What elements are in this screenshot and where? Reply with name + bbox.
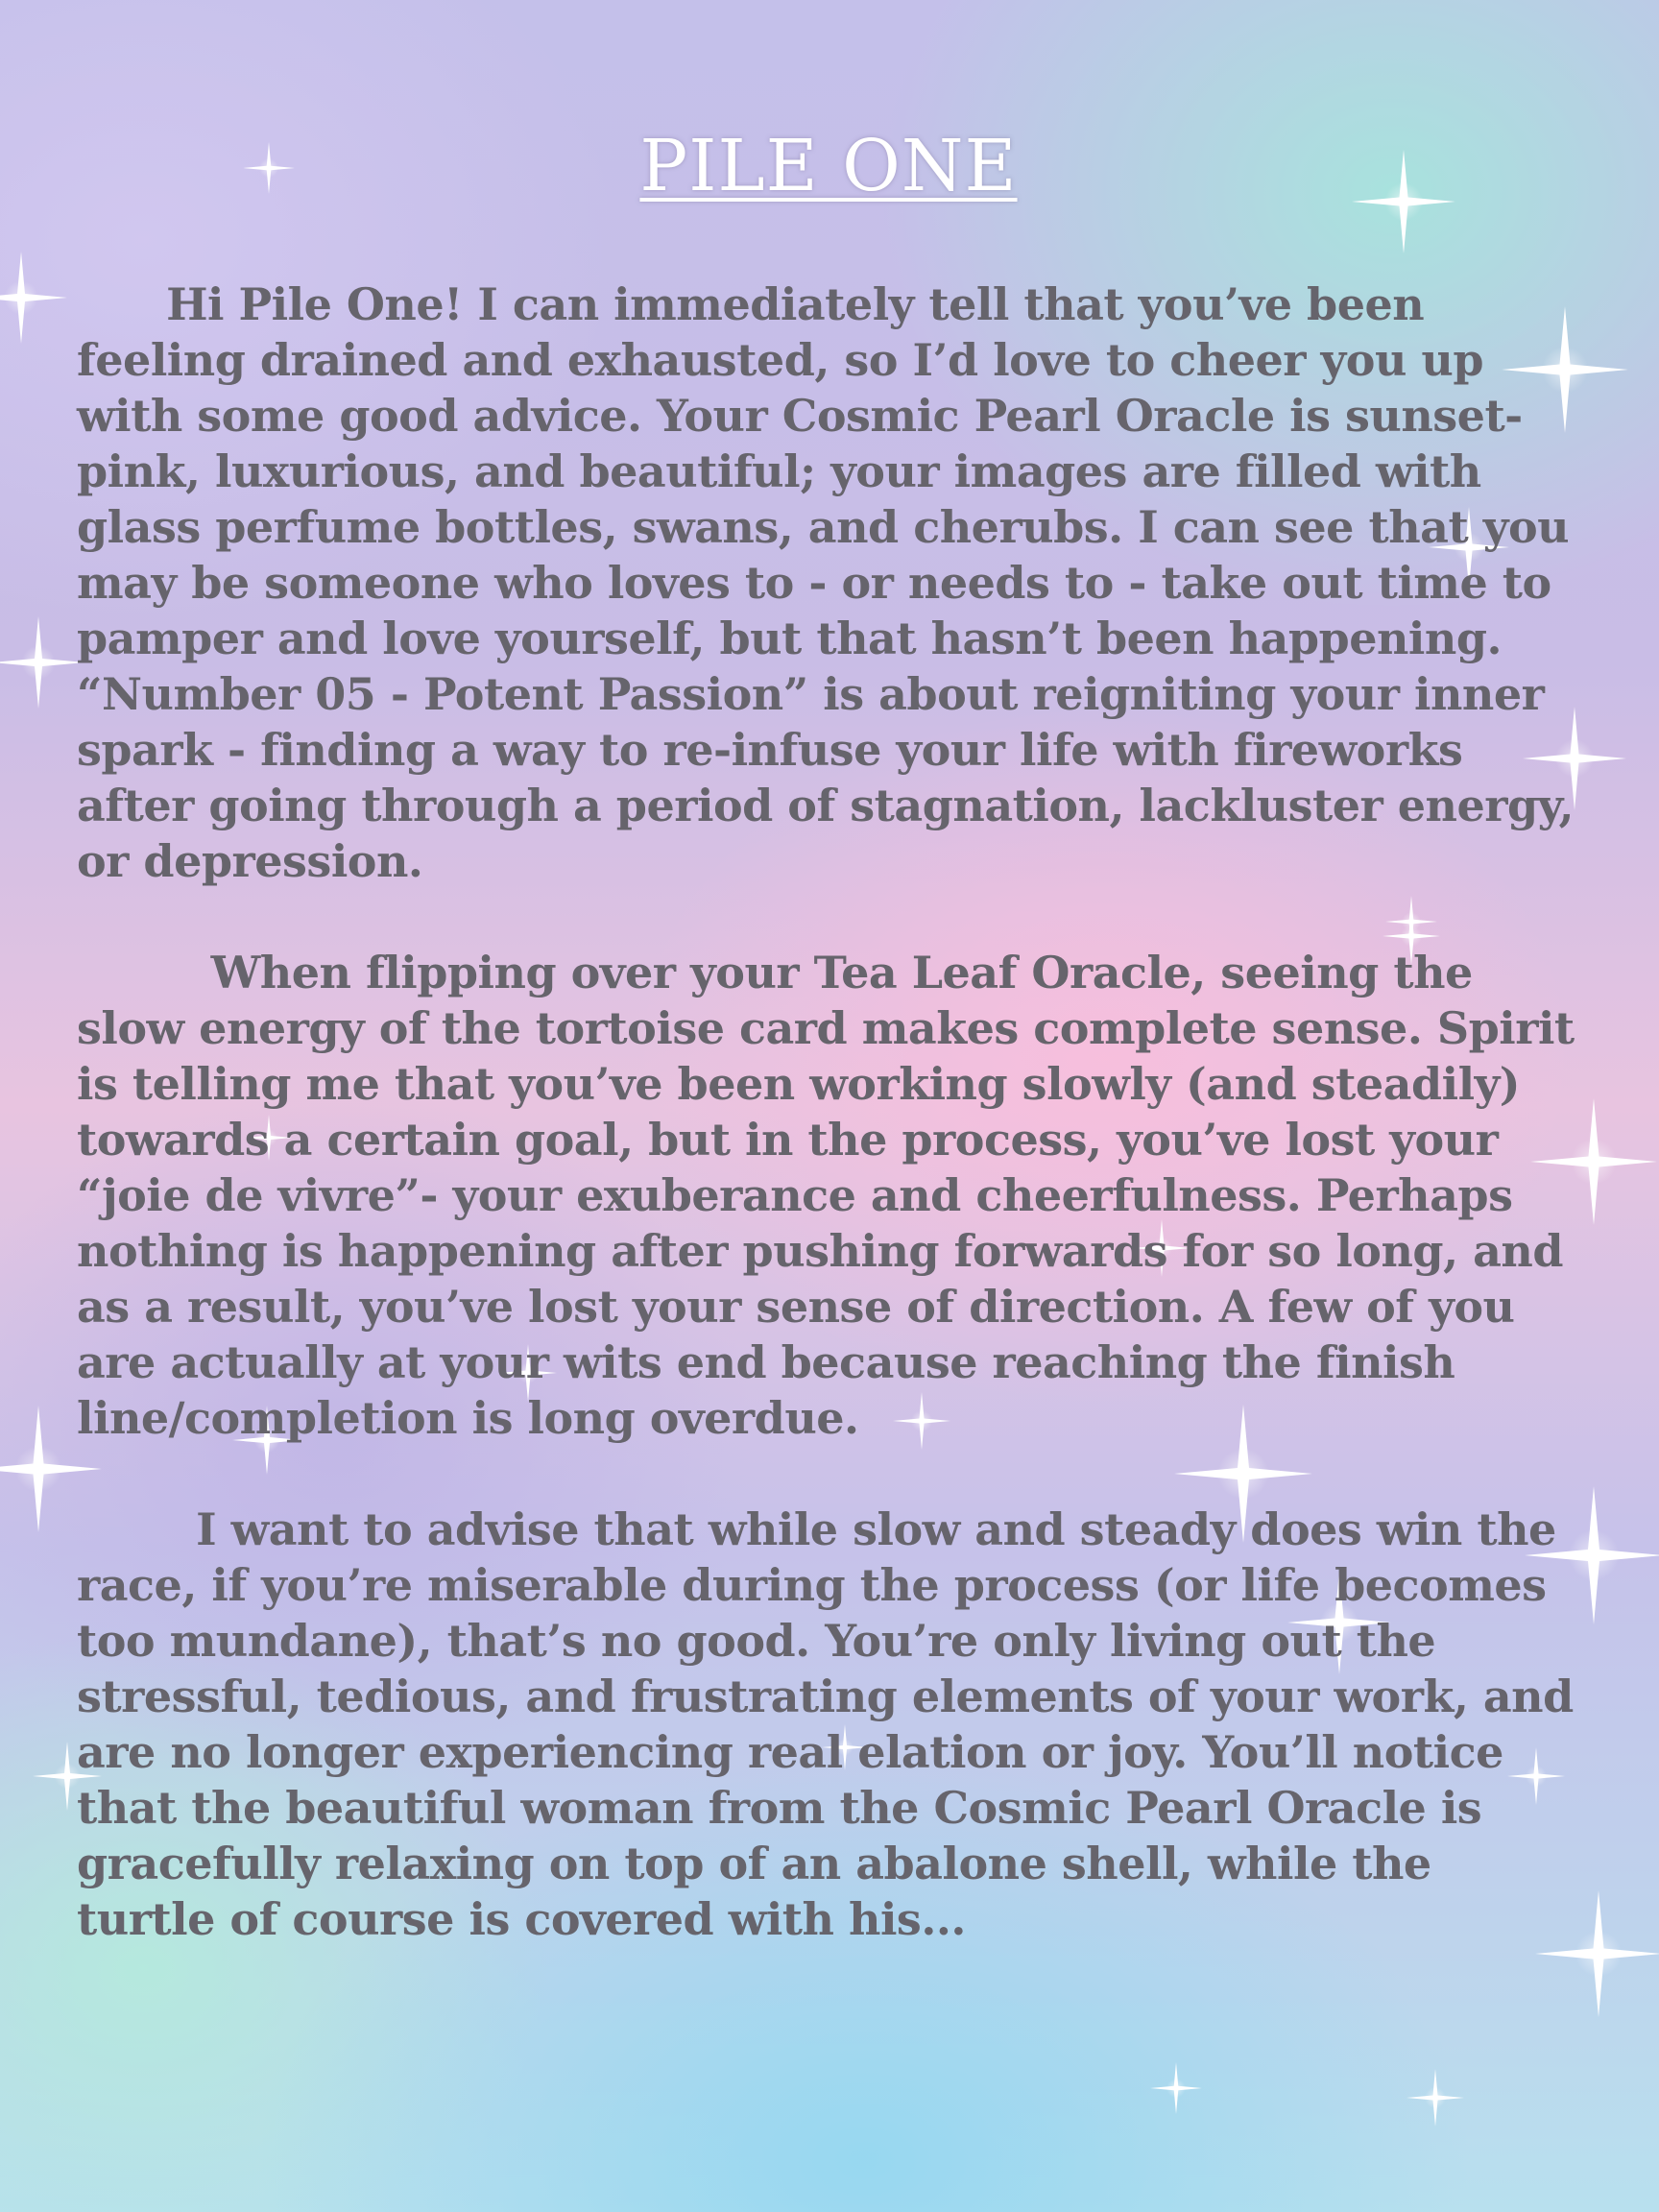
sparkle-icon bbox=[1407, 2069, 1464, 2127]
text-line: Hi Pile One! I can immediately tell that you’ve been bbox=[77, 278, 1425, 330]
page-title: PILE ONE bbox=[639, 125, 1018, 207]
text-line: When flipping over your Tea Leaf Oracle, seeing the bbox=[77, 947, 1473, 998]
sparkle-icon bbox=[1385, 896, 1437, 948]
text-line: as a result, you’ve lost your sense of direction. A few of you bbox=[77, 1281, 1515, 1333]
text-line: too mundane), that’s no good. You’re only living out the bbox=[77, 1615, 1436, 1667]
text-line: stressful, tedious, and frustrating elements of your work, and bbox=[77, 1671, 1574, 1722]
text-line: line/completion is long overdue. bbox=[77, 1392, 859, 1444]
sparkle-icon bbox=[0, 252, 67, 344]
text-line: slow energy of the tortoise card makes complete sense. Spirit bbox=[77, 1002, 1575, 1054]
text-line: or depression. bbox=[77, 835, 423, 887]
text-line: are actually at your wits end because reaching the finish bbox=[77, 1336, 1455, 1388]
text-line: with some good advice. Your Cosmic Pearl Oracle is sunset- bbox=[77, 390, 1523, 442]
text-line: I want to advise that while slow and steady does win the bbox=[77, 1503, 1556, 1555]
text-line: turtle of course is covered with his... bbox=[77, 1893, 966, 1945]
text-line: towards a certain goal, but in the process, you’ve lost your bbox=[77, 1114, 1499, 1166]
text-line: is telling me that you’ve been working slowly (and steadily) bbox=[77, 1058, 1521, 1110]
text-line: after going through a period of stagnation, lackluster energy, bbox=[77, 780, 1574, 831]
text-line: nothing is happening after pushing forwards for so long, and bbox=[77, 1225, 1564, 1277]
paragraph-1 bbox=[77, 276, 1574, 889]
sparkle-icon bbox=[0, 616, 84, 709]
text-line: feeling drained and exhausted, so I’d love to cheer you up bbox=[77, 334, 1484, 386]
text-line: “joie de vivre”- your exuberance and cheerfulness. Perhaps bbox=[77, 1169, 1513, 1221]
text-line: glass perfume bottles, swans, and cherubs. I can see that you bbox=[77, 501, 1570, 553]
paragraph-3 bbox=[77, 1502, 1574, 1947]
text-line: may be someone who loves to - or needs to - take out time to bbox=[77, 557, 1551, 609]
text-line: pamper and love yourself, but that hasn’t been happening. bbox=[77, 613, 1502, 664]
text-line: “Number 05 - Potent Passion” is about reigniting your inner bbox=[77, 668, 1545, 720]
text-line: pink, luxurious, and beautiful; your images are filled with bbox=[77, 445, 1481, 497]
text-line: are no longer experiencing real elation or joy. You’ll notice bbox=[77, 1726, 1503, 1778]
text-line: that the beautiful woman from the Cosmic Pearl Oracle is bbox=[77, 1782, 1482, 1834]
paragraph-2 bbox=[77, 945, 1575, 1446]
text-line: race, if you’re miserable during the process (or life becomes bbox=[77, 1559, 1547, 1611]
text-line: gracefully relaxing on top of an abalone shell, while the bbox=[77, 1838, 1431, 1889]
text-line: spark - finding a way to re-infuse your life with fireworks bbox=[77, 724, 1463, 776]
sparkle-icon bbox=[1150, 2062, 1202, 2114]
